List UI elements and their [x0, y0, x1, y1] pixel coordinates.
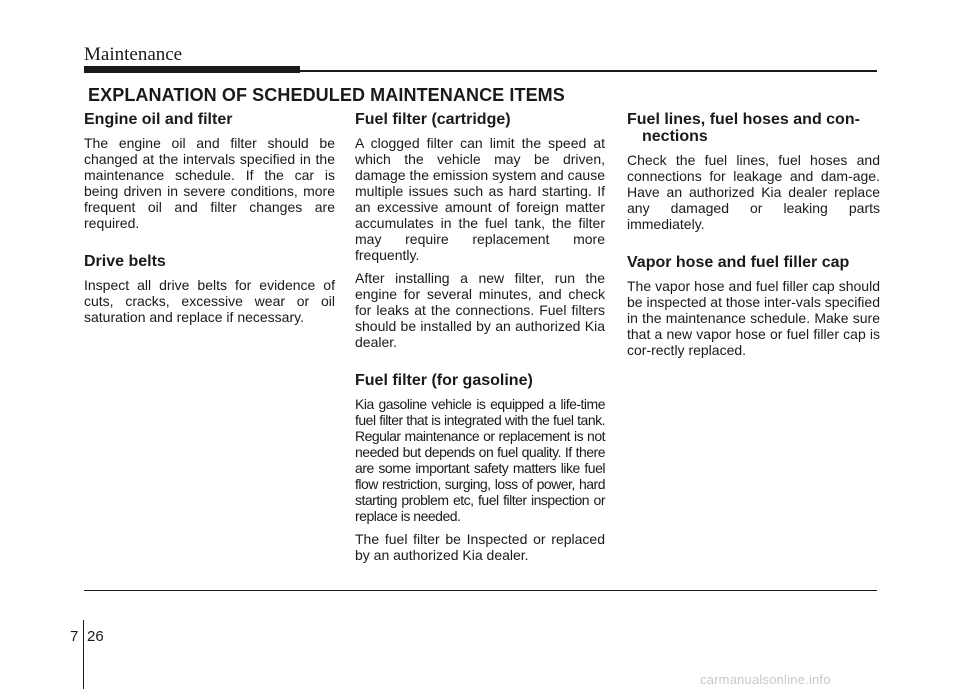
- section-title: EXPLANATION OF SCHEDULED MAINTENANCE ITEMS: [88, 85, 565, 105]
- column-2: [355, 111, 605, 570]
- paragraph-fuel-filter-cartridge-1: A clogged filter can limit the speed at which the vehicle may be driven, damage the emission system and cause multiple issues such as hard starting. If an excessive amount of foreign matter accumulates in the fuel tank, the filter may require replacement more frequently.: [355, 135, 605, 263]
- header-rule-thin: [300, 70, 877, 72]
- paragraph-fuel-lines: Check the fuel lines, fuel hoses and connections for leakage and dam-age. Have an authorized Kia dealer replace any damaged or leaking parts immediately.: [627, 152, 880, 232]
- paragraph-fuel-filter-gasoline-1: Kia gasoline vehicle is equipped a life-time fuel filter that is integrated with the fuel tank. Regular maintenance or replacement is not needed but depends on fuel quality. If there are some important safety matters like fuel flow restriction, surging, loss of power, hard starting problem etc, fuel filter inspection or replace is needed.: [355, 396, 605, 524]
- heading-vapor-hose: Vapor hose and fuel filler cap: [627, 254, 850, 271]
- column-1: [84, 111, 335, 332]
- heading-fuel-filter-cartridge: Fuel filter (cartridge): [355, 111, 511, 128]
- heading-engine-oil: Engine oil and filter: [84, 111, 233, 128]
- header-rule-thick: [84, 66, 300, 73]
- heading-fuel-lines-line1: Fuel lines, fuel hoses and con-: [627, 111, 860, 128]
- footer-divider: [83, 620, 84, 689]
- page-header-title: Maintenance: [84, 44, 183, 65]
- heading-fuel-filter-gasoline: Fuel filter (for gasoline): [355, 372, 533, 389]
- heading-drive-belts: Drive belts: [84, 253, 166, 270]
- heading-fuel-lines-line2: nections: [642, 128, 708, 145]
- page-chapter-number: 7: [70, 628, 79, 645]
- footer-rule: [84, 590, 877, 591]
- paragraph-vapor-hose: The vapor hose and fuel filler cap should be inspected at those inter-vals specified in the maintenance schedule. Make sure that a new vapor hose or fuel filler cap is cor-rectly replaced.: [627, 278, 880, 358]
- page-number: 26: [87, 628, 104, 645]
- paragraph-fuel-filter-cartridge-2: After installing a new filter, run the engine for several minutes, and check for leaks at the connections. Fuel filters should be installed by an authorized Kia dealer.: [355, 270, 605, 350]
- paragraph-drive-belts: Inspect all drive belts for evidence of cuts, cracks, excessive wear or oil saturation and replace if necessary.: [84, 277, 335, 325]
- watermark: carmanualsonline.info: [700, 672, 831, 687]
- paragraph-fuel-filter-gasoline-2: The fuel filter be Inspected or replaced by an authorized Kia dealer.: [355, 531, 605, 563]
- paragraph-engine-oil: The engine oil and filter should be changed at the intervals specified in the maintenance schedule. If the car is being driven in severe conditions, more frequent oil and filter changes are required.: [84, 135, 335, 231]
- heading-fuel-lines: [627, 111, 880, 145]
- column-3: [627, 111, 880, 365]
